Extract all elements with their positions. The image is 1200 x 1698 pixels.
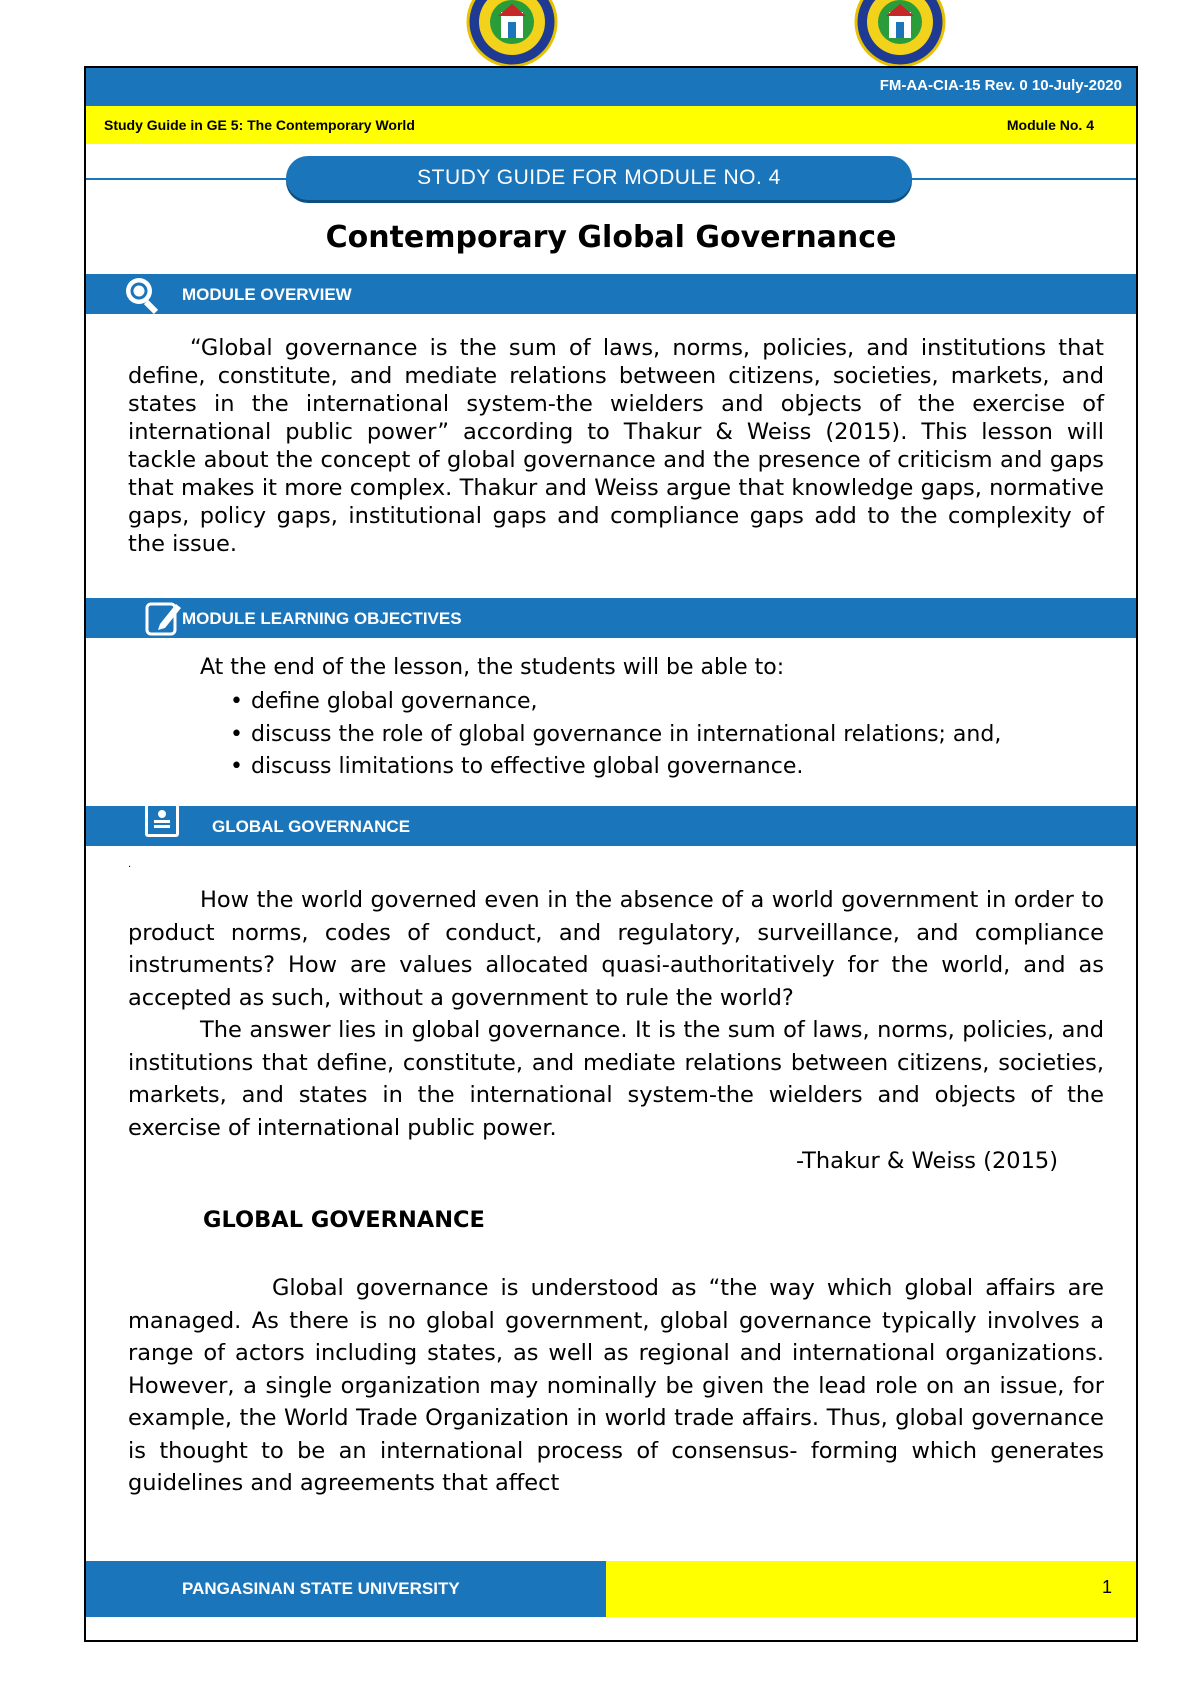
guide-title: Study Guide in GE 5: The Contemporary World (104, 117, 415, 133)
university-name: PANGASINAN STATE UNIVERSITY (182, 1579, 460, 1598)
university-seal-icon (850, 0, 950, 66)
document-icon (142, 800, 182, 840)
footer-page-bar (606, 1561, 1136, 1617)
guide-header-bar (86, 106, 1136, 144)
page-number: 1 (1101, 1577, 1112, 1597)
governance-paragraph-1: How the world governed even in the absence of a world government in order to product norms, codes of conduct, and regulatory, surveillance, and compliance instruments? How are values allocated quasi-authoritatively for the world, and as accepted as such, without a government to rule the world? (128, 887, 1104, 1011)
module-number: Module No. 4 (1006, 117, 1094, 133)
governance-paragraph-3: Global governance is understood as “the way which global affairs are managed. As there is no global government, global governance typically involves a range of actors including states, as well as regional and international organizations. However, a single organization may nominally be given the lead role on an issue, for example, the World Trade Organization in world trade affairs. Thus, global governance is thought to be an international process of consensus- forming which generates guidelines and agreements that affect (128, 1275, 1104, 1496)
overview-paragraph: “Global governance is the sum of laws, norms, policies, and institutions that define, constitute, and mediate relations between citizens, societies, markets, and states in the international system-the wielders and objects of the exercise of international public power” according to Thakur & Weiss (2015). This lesson will tackle about the concept of global governance and the presence of criticism and gaps that makes it more complex. Thakur and Weiss argue that knowledge gaps, normative gaps, policy gaps, institutional gaps and compliance gaps add to the complexity of the issue. (128, 335, 1104, 557)
section-subheading: GLOBAL GOVERNANCE (203, 1207, 485, 1233)
list-item: • discuss the role of global governance in international relations; and, (230, 719, 1001, 752)
university-seal-icon (462, 0, 562, 66)
form-code-bar (86, 68, 1136, 106)
learning-objectives-label: MODULE LEARNING OBJECTIVES (182, 609, 462, 628)
stray-mark: · (128, 862, 132, 873)
list-item: • define global governance, (230, 686, 1001, 719)
banner-rule-left (86, 178, 296, 180)
objectives-list (230, 686, 1001, 784)
governance-paragraph-2: The answer lies in global governance. It is the sum of laws, norms, policies, and institutions that define, constitute, and mediate relations between citizens, societies, markets, and states in the international system-the wielders and objects of the exercise of international public power. (128, 1017, 1104, 1141)
study-guide-banner: STUDY GUIDE FOR MODULE NO. 4 (286, 156, 912, 200)
list-item: • discuss limitations to effective global governance. (230, 751, 1001, 784)
pencil-edit-icon (142, 598, 182, 638)
global-governance-header (86, 806, 1136, 846)
module-overview-header (86, 274, 1136, 314)
attribution: -Thakur & Weiss (2015) (796, 1148, 1058, 1174)
footer-university-bar (86, 1561, 606, 1617)
magnifier-icon (122, 274, 162, 314)
page-title: Contemporary Global Governance (325, 220, 897, 255)
module-overview-label: MODULE OVERVIEW (182, 285, 352, 304)
banner-rule-right (900, 178, 1136, 180)
form-code: FM-AA-CIA-15 Rev. 0 10-July-2020 (879, 77, 1122, 94)
learning-objectives-header (86, 598, 1136, 638)
objectives-intro: At the end of the lesson, the students will be able to: (200, 655, 785, 680)
global-governance-label: GLOBAL GOVERNANCE (212, 817, 411, 836)
